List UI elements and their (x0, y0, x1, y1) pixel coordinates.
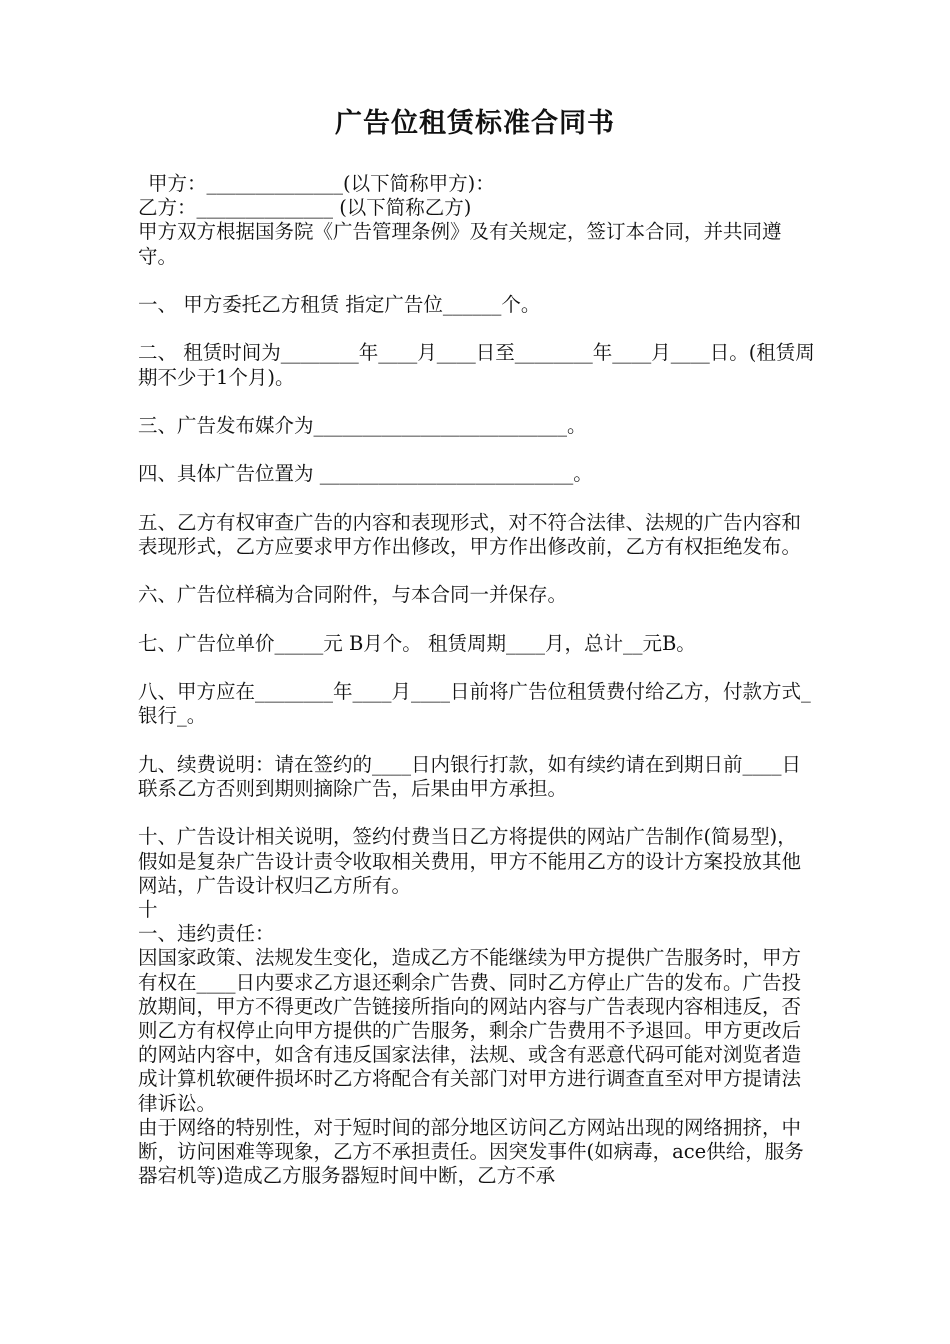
clause-10: 十、广告设计相关说明，签约付费当日乙方将提供的网站广告制作(简易型)，假如是复杂广告设计责令收取相关费用，甲方不能用乙方的设计方案投放其他网站，广告设计权归乙方所有。 (138, 825, 802, 897)
clause-2: 二、 租赁时间为________年____月____日至________年____月____日。(租赁周期不少于1个月)。 (138, 341, 815, 389)
clause-11-paragraph-1: 因国家政策、法规发生变化，造成乙方不能继续为甲方提供广告服务时，甲方有权在____日内要求乙方退还剩余广告费、同时乙方停止广告的发布。广告投放期间，甲方不得更改广告链接所指向的网站内容与广告表现内容相违反，否则乙方有权停止向甲方提供的广告服务，剩余广告费用不予退回。甲方更改后的网站内容中，如含有违反国家法律，法规、或含有恶意代码可能对浏览者造成计算机软硬件损坏时乙方将配合有关部门对甲方进行调查直至对甲方提请法律诉讼。 (138, 946, 802, 1115)
clause-11-paragraph-2: 由于网络的特别性，对于短时间的部分地区访问乙方网站出现的网络拥挤，中断，访问困难等现象，乙方不承担责任。因突发事件(如病毒，ace供给，服务器宕机等)造成乙方服务器短时间中断，乙方不承 (138, 1115, 804, 1188)
clause-3: 三、广告发布媒介为__________________________。 (138, 413, 587, 437)
clause-9: 九、续费说明：请在签约的____日内银行打款，如有续约请在到期日前____日联系乙方否则到期则摘除广告，后果由甲方承担。 (138, 752, 802, 800)
party-a-line: 甲方：______________(以下简称甲方)： (148, 172, 495, 195)
clause-5: 五、乙方有权审查广告的内容和表现形式，对不符合法律、法规的广告内容和表现形式，乙方应要求甲方作出修改，甲方作出修改前，乙方有权拒绝发布。 (138, 510, 802, 558)
clause-6: 六、广告位样稿为合同附件，与本合同一并保存。 (138, 583, 568, 607)
clause-4: 四、具体广告位置为 __________________________。 (138, 462, 593, 486)
party-b-line: 乙方：______________ (以下简称乙方) (138, 196, 472, 220)
clause-7: 七、广告位单价_____元 B月个。 租赁周期____月，总计__元B。 (138, 631, 696, 655)
clause-1: 一、 甲方委托乙方租赁 指定广告位______个。 (138, 293, 541, 316)
clause-11-heading: 一、违约责任： (138, 922, 275, 946)
clause-11-number: 十 (138, 897, 158, 921)
clause-8: 八、甲方应在________年____月____日前将广告位租赁费付给乙方，付款方式_银行_。 (138, 680, 811, 728)
document-body (138, 172, 816, 1188)
preamble-paragraph: 甲方双方根据国务院《广告管理条例》及有关规定，签订本合同，并共同遵守。 (138, 220, 782, 268)
document-title: 广告位租赁标准合同书 (335, 108, 615, 139)
